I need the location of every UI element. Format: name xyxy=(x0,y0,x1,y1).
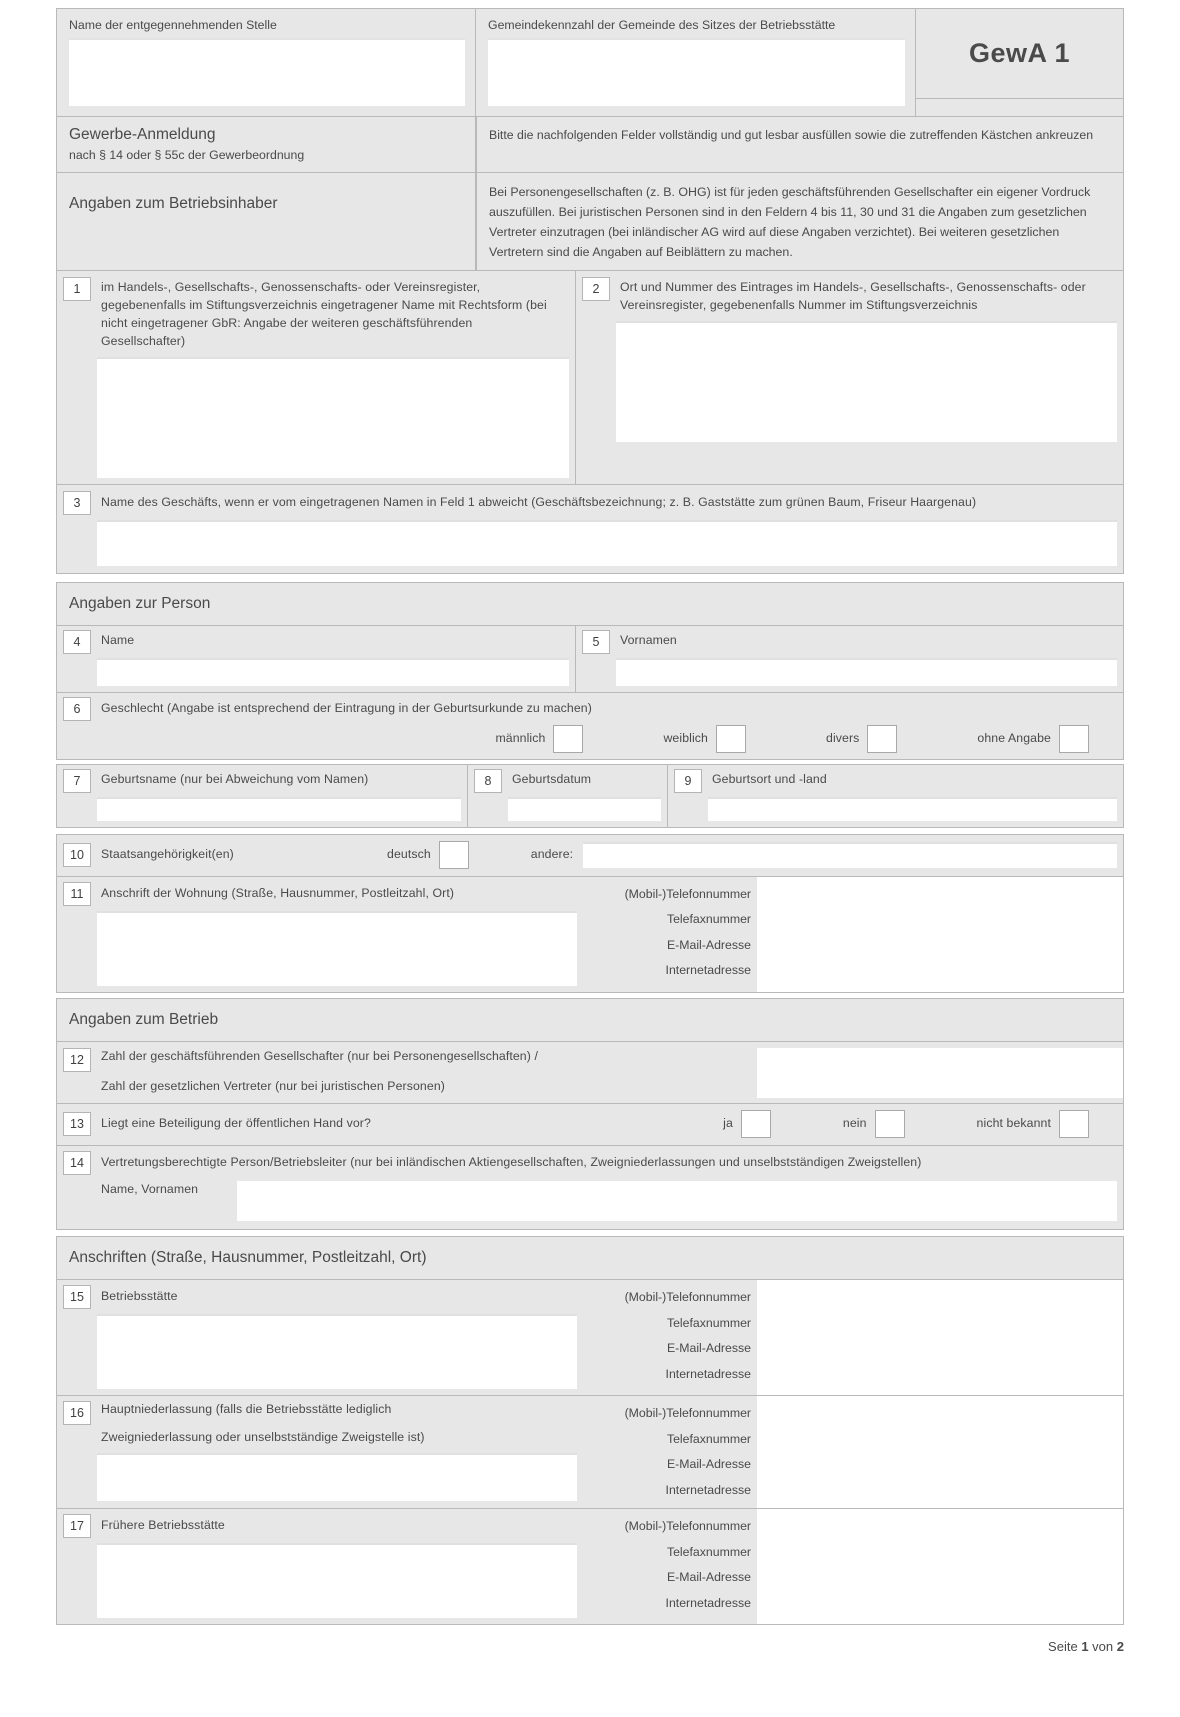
form-subtitle: nach § 14 oder § 55c der Gewerbeordnung xyxy=(69,148,305,162)
field-16-address-input[interactable] xyxy=(97,1453,577,1501)
field-7-8-9-block xyxy=(56,764,1124,828)
owner-note-text: Bei Personengesellschaften (z. B. OHG) ist für jeden geschäftsführenden Gesellschafter ein eigener Vordruck auszufüllen. Bei juristischen Personen sind in den Feldern 4 bis 11, 30 und 31 die Angaben zum gesetzlichen Vertreter einzutragen (bei inländischer AG wird auf diese Angaben verzichtet). Bei weiteren gesetzlichen Vertretern sind die Angaben auf Beiblättern zu machen. xyxy=(489,185,1091,260)
field-6-number: 6 xyxy=(63,697,91,721)
field-1-input[interactable] xyxy=(97,357,569,478)
field-7-input[interactable] xyxy=(97,797,461,821)
field-6-option-1-label: weiblich xyxy=(663,730,708,745)
field-17-contact-inputs[interactable] xyxy=(757,1509,1123,1624)
form-code-spacer xyxy=(916,99,1123,116)
owner-section-row xyxy=(56,173,1124,271)
contact-label-email: E-Mail-Adresse xyxy=(666,1457,751,1472)
field-17-contact-labels xyxy=(577,1509,757,1624)
instruction-text: Bitte die nachfolgenden Felder vollständig und gut lesbar ausfüllen sowie die zutreffenden Kästchen ankreuzen xyxy=(489,128,1094,142)
divider-after-field-3 xyxy=(56,574,1124,582)
field-13-label: Liegt eine Beteiligung der öffentlichen Hand vor? xyxy=(101,1116,371,1131)
field-13-option-2-label: nicht bekannt xyxy=(976,1116,1051,1131)
field-2 xyxy=(576,271,1124,484)
field-14-sub-label: Name, Vornamen xyxy=(101,1182,199,1197)
contact-label-email: E-Mail-Adresse xyxy=(666,1570,751,1585)
field-15-contact-labels xyxy=(577,1280,757,1395)
business-section-title: Angaben zum Betrieb xyxy=(69,1010,219,1028)
field-12-input[interactable] xyxy=(757,1046,1123,1099)
field-16-label-line1: Hauptniederlassung (falls die Betriebsstätte lediglich xyxy=(101,1402,392,1417)
field-2-number: 2 xyxy=(582,277,610,301)
field-8-input[interactable] xyxy=(508,797,661,821)
form-code-box xyxy=(916,9,1123,99)
addresses-section-title: Anschriften (Straße, Hausnummer, Postleitzahl, Ort) xyxy=(69,1249,427,1267)
form-title-cell xyxy=(56,117,476,173)
field-1 xyxy=(56,271,576,484)
field-3-number: 3 xyxy=(63,491,91,515)
field-5-number: 5 xyxy=(582,630,610,654)
field-7-label: Geburtsname (nur bei Abweichung vom Namen) xyxy=(101,771,369,786)
field-4-5-block xyxy=(56,626,1124,693)
field-8-label: Geburtsdatum xyxy=(512,771,592,786)
contact-label-web: Internetadresse xyxy=(665,963,751,978)
owner-section-title-cell xyxy=(56,173,476,271)
title-row xyxy=(56,117,1124,173)
field-11 xyxy=(56,877,1124,993)
field-15 xyxy=(56,1280,1124,1396)
footer-prefix: Seite xyxy=(1048,1639,1078,1655)
field-6-label: Geschlecht (Angabe ist entsprechend der Eintragung in der Geburtsurkunde zu machen) xyxy=(101,700,592,715)
business-section-header xyxy=(56,998,1124,1042)
person-section-header xyxy=(56,582,1124,626)
field-15-address-input[interactable] xyxy=(97,1314,577,1389)
field-10-number: 10 xyxy=(63,843,91,867)
field-13-option-0-label: ja xyxy=(723,1116,733,1131)
contact-label-phone: (Mobil-)Telefonnummer xyxy=(624,1290,751,1305)
checkbox-nein[interactable] xyxy=(875,1110,905,1138)
field-12-number: 12 xyxy=(63,1048,91,1072)
field-16-contact-inputs[interactable] xyxy=(757,1396,1123,1508)
receiving-office-input[interactable] xyxy=(69,38,465,106)
field-3 xyxy=(56,485,1124,574)
field-9-input[interactable] xyxy=(708,797,1117,821)
field-11-label: Anschrift der Wohnung (Straße, Hausnummer, Postleitzahl, Ort) xyxy=(101,885,455,900)
form-title: Gewerbe-Anmeldung xyxy=(69,126,216,143)
field-13-option-1-label: nein xyxy=(842,1116,867,1131)
municipality-code-input[interactable] xyxy=(488,38,905,106)
field-10-andere-label: andere: xyxy=(530,846,574,861)
municipality-code-cell xyxy=(476,8,916,117)
field-12 xyxy=(56,1042,1124,1105)
owner-note-cell xyxy=(476,173,1124,271)
checkbox-nicht-bekannt[interactable] xyxy=(1059,1110,1089,1138)
receiving-office-label: Name der entgegennehmenden Stelle xyxy=(69,18,277,32)
field-7-number: 7 xyxy=(63,769,91,793)
field-15-label: Betriebsstätte xyxy=(101,1289,178,1304)
field-10-label: Staatsangehörigkeit(en) xyxy=(101,846,234,861)
field-11-contact-labels xyxy=(577,877,757,992)
field-9 xyxy=(668,764,1124,828)
field-13-number: 13 xyxy=(63,1112,91,1136)
field-15-number: 15 xyxy=(63,1285,91,1309)
page-footer xyxy=(56,1625,1124,1654)
field-14-number: 14 xyxy=(63,1151,91,1175)
field-14-input[interactable] xyxy=(237,1179,1117,1221)
field-1-2-block xyxy=(56,271,1124,484)
field-4 xyxy=(56,626,576,693)
field-2-label: Ort und Nummer des Eintrages im Handels-, Gesellschafts-, Genossenschafts- oder Vereinsregister, gegebenenfalls Nummer im Stiftungsverzeichnis xyxy=(620,280,1086,313)
field-16-number: 16 xyxy=(63,1401,91,1425)
field-3-label: Name des Geschäfts, wenn er vom eingetragenen Namen in Feld 1 abweicht (Geschäftsbezeichnung; z. B. Gaststätte zum grünen Baum, Friseur Haargenau) xyxy=(101,494,977,509)
field-17-address-input[interactable] xyxy=(97,1543,577,1618)
contact-label-email: E-Mail-Adresse xyxy=(666,937,751,952)
receiving-office-cell xyxy=(56,8,476,117)
field-13 xyxy=(56,1104,1124,1146)
contact-label-fax: Telefaxnummer xyxy=(666,1544,751,1559)
contact-label-phone: (Mobil-)Telefonnummer xyxy=(624,1406,751,1421)
instruction-cell xyxy=(476,117,1124,173)
form-code-cell xyxy=(916,8,1124,117)
field-9-label: Geburtsort und -land xyxy=(712,771,827,786)
addresses-section-header xyxy=(56,1236,1124,1280)
field-8 xyxy=(468,764,668,828)
contact-label-fax: Telefaxnummer xyxy=(666,912,751,927)
field-6-option-0-label: männlich xyxy=(495,730,546,745)
field-15-contact-inputs[interactable] xyxy=(757,1280,1123,1395)
checkbox-deutsch[interactable] xyxy=(439,841,469,869)
field-12-label-line1: Zahl der geschäftsführenden Gesellschafter (nur bei Personengesellschaften) / xyxy=(101,1048,538,1063)
field-5-input[interactable] xyxy=(616,658,1117,686)
field-14 xyxy=(56,1146,1124,1230)
field-2-input[interactable] xyxy=(616,321,1117,442)
field-11-number: 11 xyxy=(63,882,91,906)
field-12-label-line2: Zahl der gesetzlichen Vertreter (nur bei juristischen Personen) xyxy=(101,1078,445,1093)
footer-total-pages: 2 xyxy=(1116,1639,1124,1655)
field-14-label: Vertretungsberechtigte Person/Betriebsleiter (nur bei inländischen Aktiengesellschaften, Zweigniederlassungen und unselbstständigen Zweigstellen) xyxy=(101,1155,922,1170)
contact-label-fax: Telefaxnummer xyxy=(666,1431,751,1446)
footer-current-page: 1 xyxy=(1081,1639,1089,1655)
field-5-label: Vornamen xyxy=(620,632,677,647)
field-16-contact-labels xyxy=(577,1396,757,1508)
field-3-input[interactable] xyxy=(97,520,1117,566)
checkbox-maennlich[interactable] xyxy=(553,725,583,753)
field-10-deutsch-label: deutsch xyxy=(387,846,431,861)
field-11-address-input[interactable] xyxy=(97,911,577,986)
field-5 xyxy=(576,626,1124,693)
field-17 xyxy=(56,1509,1124,1625)
contact-label-web: Internetadresse xyxy=(665,1366,751,1381)
field-16-label-line2: Zweigniederlassung oder unselbstständige Zweigstelle ist) xyxy=(101,1430,425,1445)
field-4-number: 4 xyxy=(63,630,91,654)
contact-label-fax: Telefaxnummer xyxy=(666,1315,751,1330)
field-17-label: Frühere Betriebsstätte xyxy=(101,1518,225,1533)
field-17-number: 17 xyxy=(63,1514,91,1538)
field-6-option-2-label: divers xyxy=(826,730,860,745)
municipality-code-label: Gemeindekennzahl der Gemeinde des Sitzes der Betriebsstätte xyxy=(488,18,836,32)
contact-label-web: Internetadresse xyxy=(665,1482,751,1497)
field-4-input[interactable] xyxy=(97,658,569,686)
contact-label-web: Internetadresse xyxy=(665,1595,751,1610)
contact-label-email: E-Mail-Adresse xyxy=(666,1341,751,1356)
field-9-number: 9 xyxy=(674,769,702,793)
field-7 xyxy=(56,764,468,828)
footer-middle: von xyxy=(1092,1639,1114,1655)
checkbox-weiblich[interactable] xyxy=(716,725,746,753)
field-11-contact-inputs[interactable] xyxy=(757,877,1123,992)
checkbox-divers[interactable] xyxy=(867,725,897,753)
field-10-andere-input[interactable] xyxy=(583,842,1117,868)
field-16 xyxy=(56,1396,1124,1509)
field-10 xyxy=(56,834,1124,877)
checkbox-ohne-angabe[interactable] xyxy=(1059,725,1089,753)
field-1-number: 1 xyxy=(63,277,91,301)
field-6 xyxy=(56,693,1124,760)
contact-label-phone: (Mobil-)Telefonnummer xyxy=(624,1519,751,1534)
contact-label-phone: (Mobil-)Telefonnummer xyxy=(624,886,751,901)
form-header xyxy=(56,8,1124,117)
form-code-text: GewA 1 xyxy=(968,38,1071,68)
checkbox-ja[interactable] xyxy=(741,1110,771,1138)
field-1-label: im Handels-, Gesellschafts-, Genossenschafts- oder Vereinsregister, gegebenenfalls im Stiftungsverzeichnis eingetragener Name mit Rechtsform (bei nicht eingetragener GbR: Angabe der weiteren geschäftsführenden Gesellschafter) xyxy=(101,280,547,348)
person-section-title: Angaben zur Person xyxy=(69,594,211,612)
field-6-option-3-label: ohne Angabe xyxy=(977,730,1051,745)
field-4-label: Name xyxy=(101,632,135,647)
field-8-number: 8 xyxy=(474,769,502,793)
owner-section-title: Angaben zum Betriebsinhaber xyxy=(69,195,278,212)
